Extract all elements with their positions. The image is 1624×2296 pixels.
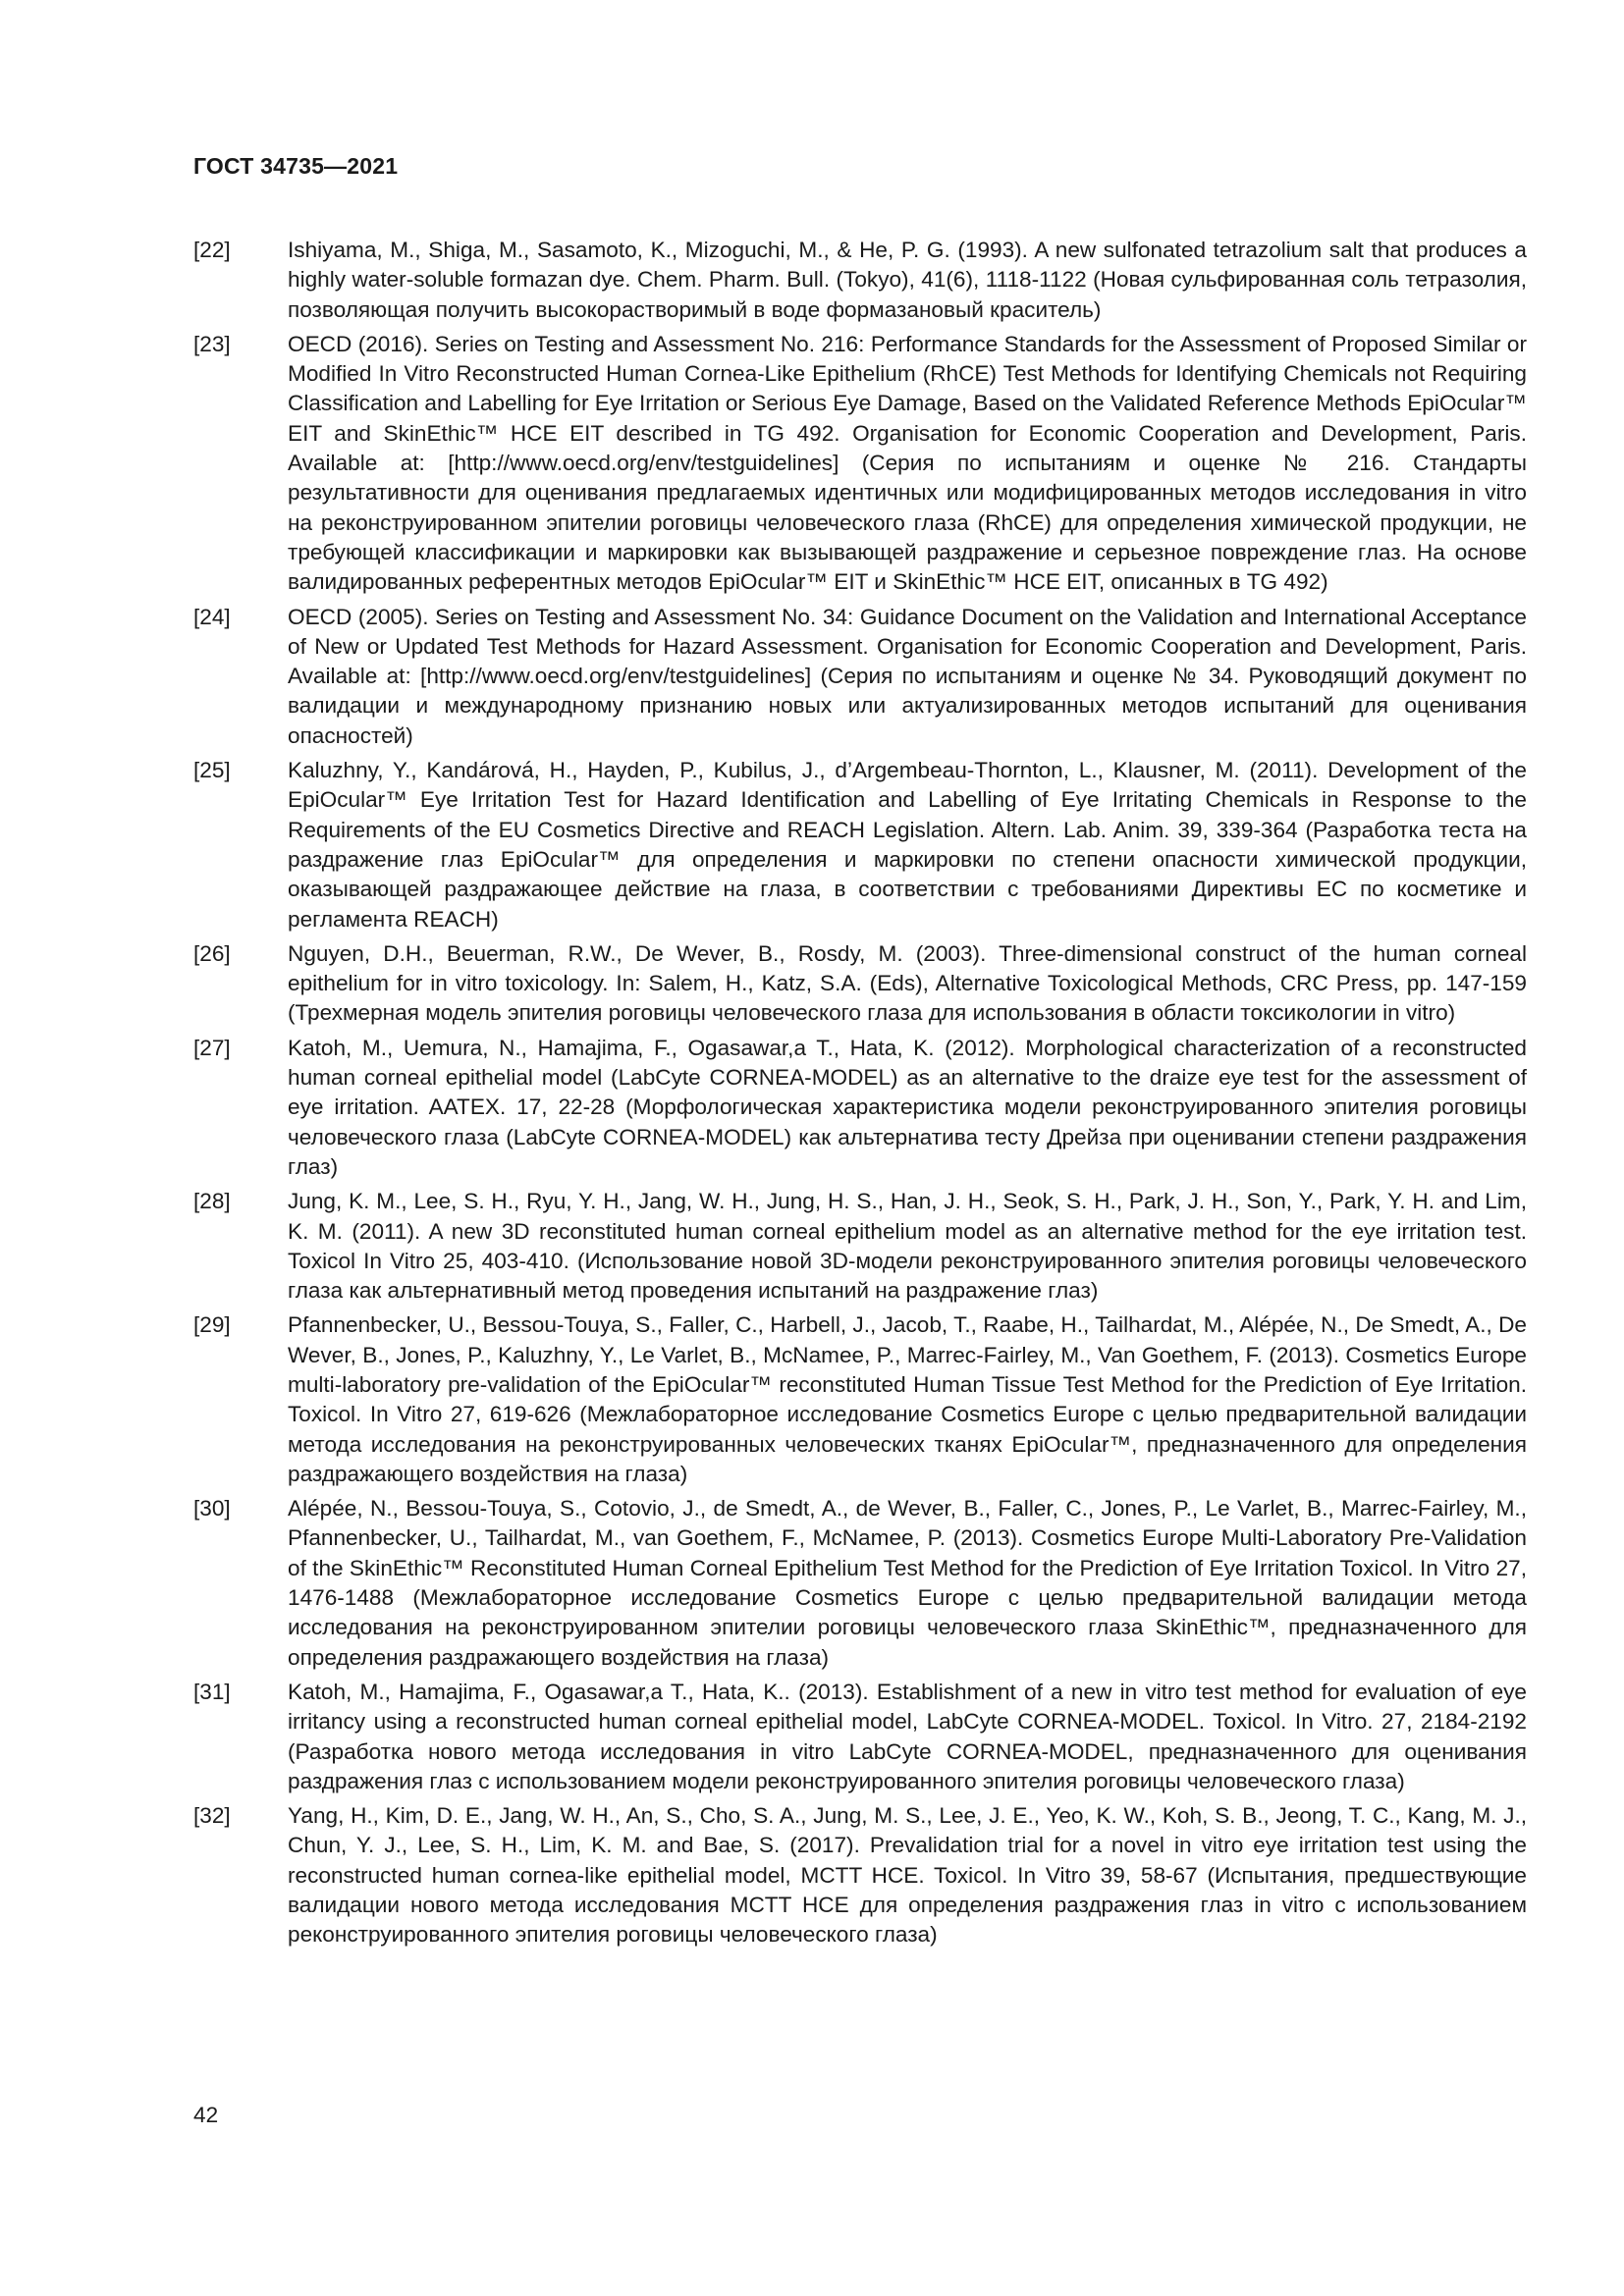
page-number: 42 — [193, 2103, 219, 2127]
reference-number: [30] — [193, 1496, 231, 1522]
reference-text: Katoh, M., Uemura, N., Hamajima, F., Ogasawar,a T., Hata, K. (2012). Morphological characterization of a reconstructed human corneal epithelial model (LabCyte CORNEA-MODEL) as an alternative to the draize eye test for the assessment of eye irritation. AATEX. 17, 22-28 (Морфологическая характеристика модели реконструированного эпителия роговицы человеческого глаза (LabCyte CORNEA-MODEL) как альтернатива тесту Дрейза при оценивании степени раздражения глаз) — [288, 1035, 1527, 1179]
reference-number: [28] — [193, 1189, 231, 1214]
reference-number: [27] — [193, 1035, 231, 1060]
reference-entry — [193, 1187, 1527, 1306]
reference-number: [29] — [193, 1312, 231, 1338]
bibliography-list — [193, 236, 1527, 1955]
reference-entry — [193, 1801, 1527, 1949]
reference-text: Alépée, N., Bessou-Touya, S., Cotovio, J., de Smedt, A., de Wever, B., Faller, C., Jones, P., Le Varlet, B., Marrec-Fairley, M., Pfannenbecker, U., Tailhardat, M., van Goethem, F., McNamee, P. (2013). Cosmetics Europe Multi-Laboratory Pre-Validation of the SkinEthic™ Reconstituted Human Corneal Epithelium Test Method for the Prediction of Eye Irritation Toxicol. In Vitro 27, 1476-1488 (Межлабораторное исследование Cosmetics Europe с целью предварительной валидации метода исследования на реконструированном эпителии роговицы человеческого глаза SkinEthic™, предназначенного для определения раздражающего воздействия на глаза) — [288, 1496, 1527, 1670]
reference-number: [23] — [193, 331, 231, 356]
reference-number: [24] — [193, 604, 231, 629]
reference-entry — [193, 756, 1527, 934]
reference-number: [31] — [193, 1679, 231, 1704]
reference-text: OECD (2005). Series on Testing and Assessment No. 34: Guidance Document on the Validation and International Acceptance of New or Updated Test Methods for Hazard Assessment. Organisation for Economic Cooperation and Development, Paris. Available at: [http://www.oecd.org/env/testguidelines] (Серия по испытаниям и оценке № 34. Руководящий документ по валидации и международному признанию новых или актуализированных методов испытаний для оценивания опасностей) — [288, 604, 1527, 748]
reference-text: Ishiyama, M., Shiga, M., Sasamoto, K., Mizoguchi, M., & He, P. G. (1993). A new sulfonated tetrazolium salt that produces a highly water-soluble formazan dye. Chem. Pharm. Bull. (Tokyo), 41(6), 1118-1122 (Новая сульфированная соль тетразолия, позволяющая получить высокорастворимый в воде формазановый краситель) — [288, 238, 1527, 322]
reference-text: Nguyen, D.H., Beuerman, R.W., De Wever, B., Rosdy, M. (2003). Three-dimensional construct of the human corneal epithelium for in vitro toxicology. In: Salem, H., Katz, S.A. (Eds), Alternative Toxicological Methods, CRC Press, pp. 147-159 (Трехмерная модель эпителия роговицы человеческого глаза для использования в области токсикологии in vitro) — [288, 940, 1527, 1026]
reference-text: Jung, K. M., Lee, S. H., Ryu, Y. H., Jang, W. H., Jung, H. S., Han, J. H., Seok, S. H., Park, J. H., Son, Y., Park, Y. H. and Lim, K. M. (2011). A new 3D reconstituted human corneal epithelium model as an alternative method for the eye irritation test. Toxicol In Vitro 25, 403-410. (Использование новой 3D-модели реконструированного эпителия роговицы человеческого глаза как альтернативный метод проведения испытаний на раздражение глаз) — [288, 1189, 1527, 1304]
page-header-standard-id: ГОСТ 34735—2021 — [193, 153, 399, 179]
reference-entry — [193, 1310, 1527, 1489]
reference-number: [22] — [193, 238, 231, 262]
reference-entry — [193, 1678, 1527, 1796]
reference-number: [32] — [193, 1803, 231, 1829]
reference-text: Katoh, M., Hamajima, F., Ogasawar,a T., Hata, K.. (2013). Establishment of a new in vitro test method for evaluation of eye irritancy using a reconstructed human corneal epithelial model, LabCyte CORNEA-MODEL. Toxicol. In Vitro. 27, 2184-2192 (Разработка нового метода исследования in vitro LabCyte CORNEA-MODEL, предназначенного для оценивания раздражения глаз с использованием модели реконструированного эпителия роговицы человеческого глаза) — [288, 1679, 1527, 1793]
reference-number: [26] — [193, 940, 231, 966]
reference-number: [25] — [193, 758, 231, 783]
reference-text: Yang, H., Kim, D. E., Jang, W. H., An, S., Cho, S. A., Jung, M. S., Lee, J. E., Yeo, K. W., Koh, S. B., Jeong, T. C., Kang, M. J., Chun, Y. J., Lee, S. H., Lim, K. M. and Bae, S. (2017). Prevalidation trial for a novel in vitro eye irritation test using the reconstructed human cornea-like epithelial model, MCTT HCE. Toxicol. In Vitro 39, 58-67 (Испытания, предшествующие валидации нового метода исследования MCTT HCE для определения раздражения глаз in vitro с использованием реконструированного эпителия роговицы человеческого глаза) — [288, 1803, 1527, 1948]
reference-text: Pfannenbecker, U., Bessou-Touya, S., Faller, C., Harbell, J., Jacob, T., Raabe, H., Tailhardat, M., Alépée, N., De Smedt, A., De Wever, B., Jones, P., Kaluzhny, Y., Le Varlet, B., McNamee, P., Marrec-Fairley, M., Van Goethem, F. (2013). Cosmetics Europe multi-laboratory pre-validation of the EpiOcular™ reconstituted Human Tissue Test Method for the Prediction of Eye Irritation. Toxicol. In Vitro 27, 619-626 (Межлабораторное исследование Cosmetics Europe с целью предварительной валидации метода исследования на реконструированных человеческих тканях EpiOcular™, предназначенного для определения раздражающего воздействия на глаза) — [288, 1312, 1527, 1486]
reference-entry — [193, 603, 1527, 751]
reference-text: Kaluzhny, Y., Kandárová, H., Hayden, P., Kubilus, J., d’Argembeau-Thornton, L., Klausner, M. (2011). Development of the EpiOcular™ Eye Irritation Test for Hazard Identification and Labelling of Eye Irritating Chemicals in Response to the Requirements of the EU Cosmetics Directive and REACH Legislation. Altern. Lab. Anim. 39, 339-364 (Разработка теста на раздражение глаз EpiOcular™ для определения и маркировки по степени опасности химической продукции, оказывающей раздражающее действие на глаза, в соответствии с требованиями Директивы ЕС по косметике и регламента REACH) — [288, 758, 1527, 932]
reference-entry — [193, 330, 1527, 598]
reference-entry — [193, 236, 1527, 325]
reference-entry — [193, 1034, 1527, 1182]
reference-text: OECD (2016). Series on Testing and Assessment No. 216: Performance Standards for the Assessment of Proposed Similar or Modified In Vitro Reconstructed Human Cornea-Like Epithelium (RhCE) Test Methods for Identifying Chemicals not Requiring Classification and Labelling for Eye Irritation or Serious Eye Damage, Based on the Validated Reference Methods EpiOcular™ EIT and SkinEthic™ HCE EIT described in TG 492. Organisation for Economic Cooperation and Development, Paris. Available at: [http://www.oecd.org/env/testguidelines] (Серия по испытаниям и оценке № 216. Стандарты результативности для оценивания предлагаемых идентичных или модифицированных методов исследования in vitro на реконструированном эпителии роговицы человеческого глаза (RhCE) для определения химической продукции, не требующей классификации и маркировки как вызывающей раздражение и серьезное повреждение глаз. На основе валидированных референтных методов EpiOcular™ EIT и SkinEthic™ HCE EIT, описанных в TG 492) — [288, 331, 1527, 595]
reference-entry — [193, 1494, 1527, 1673]
reference-entry — [193, 939, 1527, 1029]
